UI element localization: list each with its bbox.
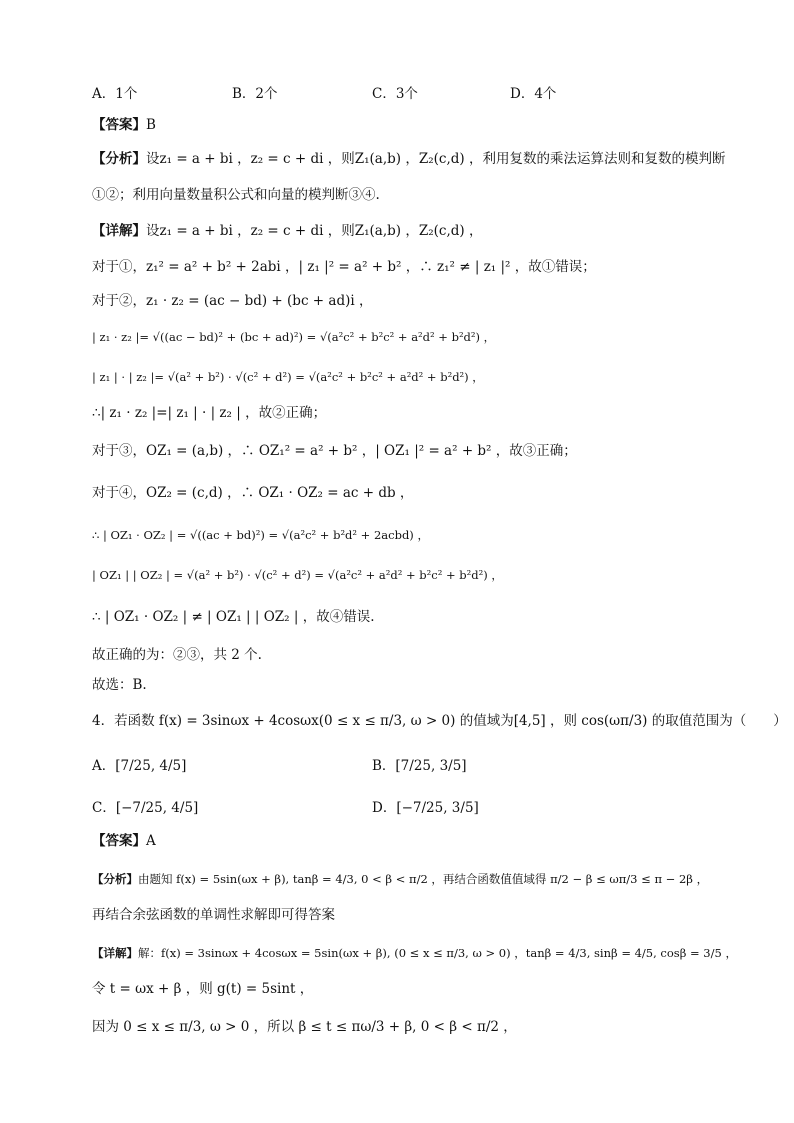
q4-analysis-line1 <box>92 870 708 888</box>
analysis-text: 由题知 f(x) = 5sin(ωx + β), tanβ = 4/3, 0 < β < π/2 ，再结合函数值值域得 π/2 − β ≤ ωπ/3 ≤ π − 2β ， <box>138 872 709 886</box>
detail-text: 设z₁ = a + bi ，z₂ = c + di ，则Z₁(a,b) ，Z₂(c,d) ， <box>146 223 483 239</box>
analysis-text: 设z₁ = a + bi ，z₂ = c + di ，则Z₁(a,b) ，Z₂(c,d) ，利用复数的乘法运算法则和复数的模判断 <box>146 151 726 167</box>
q3-detail-line4: | z₁ | · | z₂ |= √(a² + b²) · √(c² + d²) = √(a²c² + b²c² + a²d² + b²d²) ， <box>92 370 484 384</box>
q4-analysis-line2: 再结合余弦函数的单调性求解即可得答案 <box>92 907 335 923</box>
q3-detail-line2: 对于②，z₁ · z₂ = (ac − bd) + (bc + ad)i ， <box>92 293 373 309</box>
q3-option-a: A．1个 <box>92 86 138 102</box>
q4-detail-line1 <box>92 944 737 962</box>
answer-value: B <box>146 117 156 133</box>
q3-answer <box>92 116 156 134</box>
q4-option-d: D．[−7/25, 3/5] <box>372 800 479 816</box>
q4-detail-line3: 因为 0 ≤ x ≤ π/3, ω > 0 ，所以 β ≤ t ≤ πω/3 + β, 0 < β < π/2 ， <box>92 1019 517 1035</box>
q3-detail-line5: ∴| z₁ · z₂ |=| z₁ | · | z₂ | ，故②正确； <box>92 405 327 421</box>
answer-label: 【答案】 <box>92 117 146 133</box>
q4-option-a: A．[7/25, 4/5] <box>92 758 187 774</box>
q4-option-b: B．[7/25, 3/5] <box>372 758 467 774</box>
q3-detail-line12: 故选：B. <box>92 677 147 693</box>
q3-option-c: C．3个 <box>372 86 418 102</box>
answer-label: 【答案】 <box>92 833 146 849</box>
q3-detail-line3: | z₁ · z₂ |= √((ac − bd)² + (bc + ad)²) = √(a²c² + b²c² + a²d² + b²d²) ， <box>92 330 496 344</box>
q3-detail-line9: | OZ₁ | | OZ₂ | = √(a² + b²) · √(c² + d²) = √(a²c² + a²d² + b²c² + b²d²) ， <box>92 568 503 582</box>
q3-detail-line8: ∴ | OZ₁ · OZ₂ | = √((ac + bd)²) = √(a²c² + b²d² + 2acbd) ， <box>92 528 429 542</box>
q3-detail-line11: 故正确的为：②③，共 2 个. <box>92 647 262 663</box>
detail-label: 【详解】 <box>92 223 146 239</box>
analysis-label: 【分析】 <box>92 872 138 886</box>
q3-detail-line10: ∴ | OZ₁ · OZ₂ | ≠ | OZ₁ | | OZ₂ | ，故④错误. <box>92 609 375 625</box>
q3-detail-line6: 对于③，OZ₁ = (a,b) ，∴ OZ₁² = a² + b² ，| OZ₁ |² = a² + b² ，故③正确； <box>92 443 577 459</box>
q4-answer <box>92 832 156 850</box>
q3-detail-line1: 对于①，z₁² = a² + b² + 2abi ，| z₁ |² = a² + b² ，∴ z₁² ≠ | z₁ |² ，故①错误； <box>92 259 596 275</box>
answer-value: A <box>146 833 156 849</box>
q4-stem: 4．若函数 f(x) = 3sinωx + 4cosωx(0 ≤ x ≤ π/3, ω > 0) 的值域为[4,5] ，则 cos(ωπ/3) 的取值范围为（ ） <box>92 713 787 729</box>
q4-detail-line2: 令 t = ωx + β ，则 g(t) = 5sint ， <box>92 981 314 997</box>
detail-label: 【详解】 <box>92 946 138 960</box>
q3-analysis-line1 <box>92 150 725 168</box>
q3-detail-line0 <box>92 222 482 240</box>
q4-option-c: C．[−7/25, 4/5] <box>92 800 199 816</box>
q3-option-d: D．4个 <box>510 86 557 102</box>
q3-detail-line7: 对于④，OZ₂ = (c,d) ，∴ OZ₁ · OZ₂ = ac + db ， <box>92 485 414 501</box>
analysis-label: 【分析】 <box>92 151 146 167</box>
q3-option-b: B．2个 <box>232 86 278 102</box>
q3-analysis-line2: ①②；利用向量数量积公式和向量的模判断③④. <box>92 187 380 203</box>
detail-text: 解：f(x) = 3sinωx + 4cosωx = 5sin(ωx + β), (0 ≤ x ≤ π/3, ω > 0) ，tanβ = 4/3, sinβ = 4/5, cosβ = 3/5 ， <box>138 946 737 960</box>
